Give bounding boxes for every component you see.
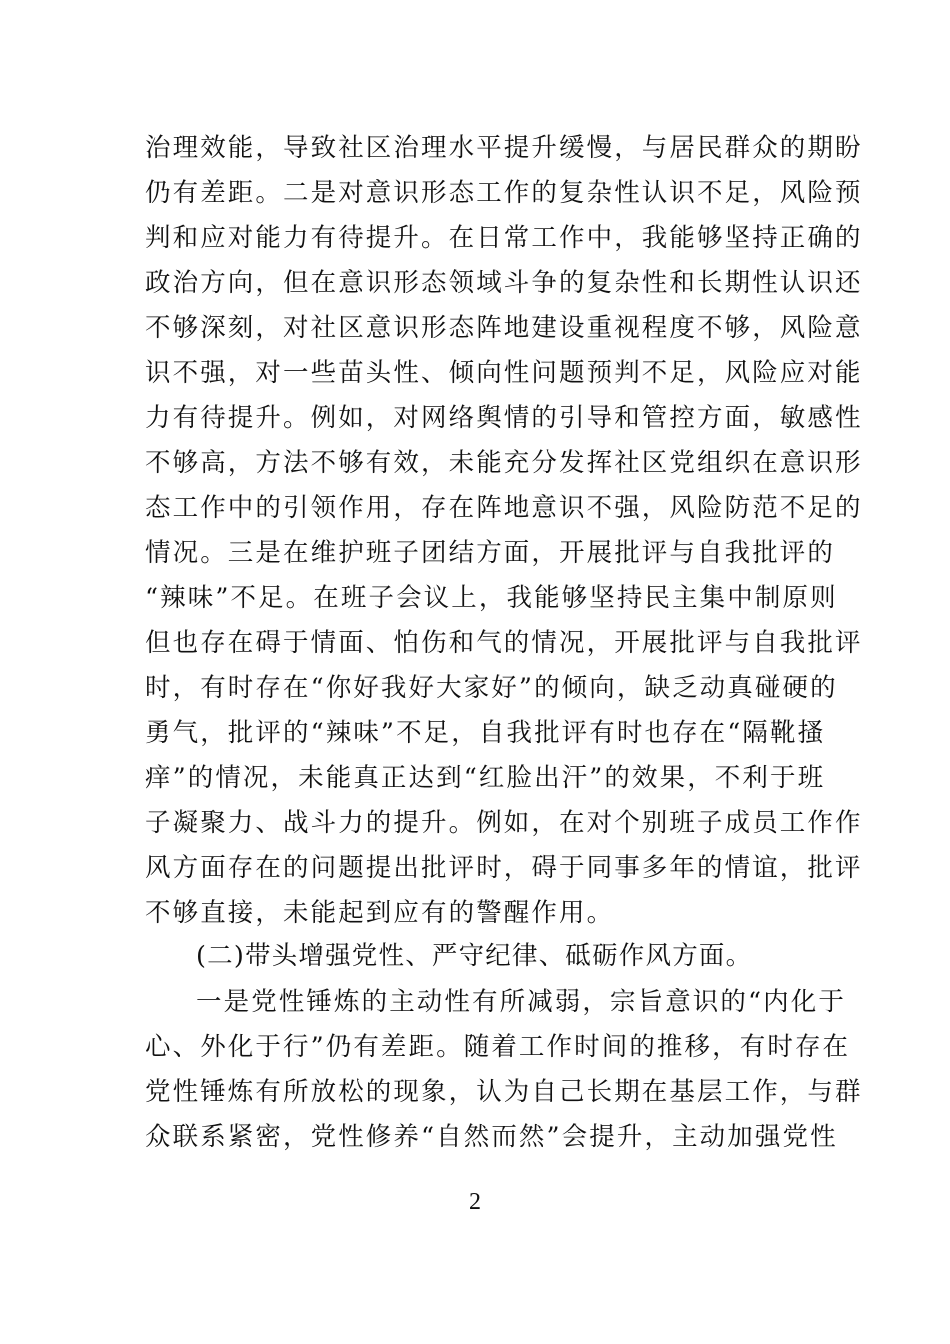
text-line: 子凝聚力、战斗力的提升。例如，在对个别班子成员工作作 <box>145 808 863 838</box>
text-line: 勇气，批评的“辣味”不足，自我批评有时也存在“隔靴搔 <box>145 718 826 748</box>
text-line: 政治方向，但在意识形态领域斗争的复杂性和长期性认识还 <box>145 268 863 298</box>
text-line: 治理效能，导致社区治理水平提升缓慢，与居民群众的期盼 <box>145 133 863 163</box>
text-line: 识不强，对一些苗头性、倾向性问题预判不足，风险应对能 <box>145 358 863 388</box>
text-line: 判和应对能力有待提升。在日常工作中，我能够坚持正确的 <box>145 223 863 253</box>
text-line: 时，有时存在“你好我好大家好”的倾向，缺乏动真碰硬的 <box>145 673 838 703</box>
text-line: 仍有差距。二是对意识形态工作的复杂性认识不足，风险预 <box>145 178 863 208</box>
page-number: 2 <box>469 1189 481 1215</box>
text-line: 风方面存在的问题提出批评时，碍于同事多年的情谊，批评 <box>145 853 863 883</box>
text-line: 不够深刻，对社区意识形态阵地建设重视程度不够，风险意 <box>145 313 863 343</box>
text-line: 痒”的情况，未能真正达到“红脸出汗”的效果，不利于班 <box>145 763 826 793</box>
text-line: 情况。三是在维护班子团结方面，开展批评与自我批评的 <box>145 538 836 568</box>
text-line: 心、外化于行”仍有差距。随着工作时间的推移，有时存在 <box>145 1032 851 1062</box>
text-line: 但也存在碍于情面、怕伤和气的情况，开展批评与自我批评 <box>145 628 863 658</box>
text-line: “辣味”不足。在班子会议上，我能够坚持民主集中制原则 <box>145 583 838 613</box>
text-line: 不够直接，未能起到应有的警醒作用。 <box>145 898 615 928</box>
text-line: 一是党性锤炼的主动性有所减弱，宗旨意识的“内化于 <box>196 987 846 1017</box>
text-line: 态工作中的引领作用，存在阵地意识不强，风险防范不足的 <box>145 493 863 523</box>
text-line: 党性锤炼有所放松的现象，认为自己长期在基层工作，与群 <box>145 1077 863 1107</box>
section-heading: (二)带头增强党性、严守纪律、砥砺作风方面。 <box>196 941 753 971</box>
text-line: 不够高，方法不够有效，未能充分发挥社区党组织在意识形 <box>145 448 863 478</box>
text-line: 众联系紧密，党性修养“自然而然”会提升，主动加强党性 <box>145 1122 838 1152</box>
text-line: 力有待提升。例如，对网络舆情的引导和管控方面，敏感性 <box>145 403 863 433</box>
